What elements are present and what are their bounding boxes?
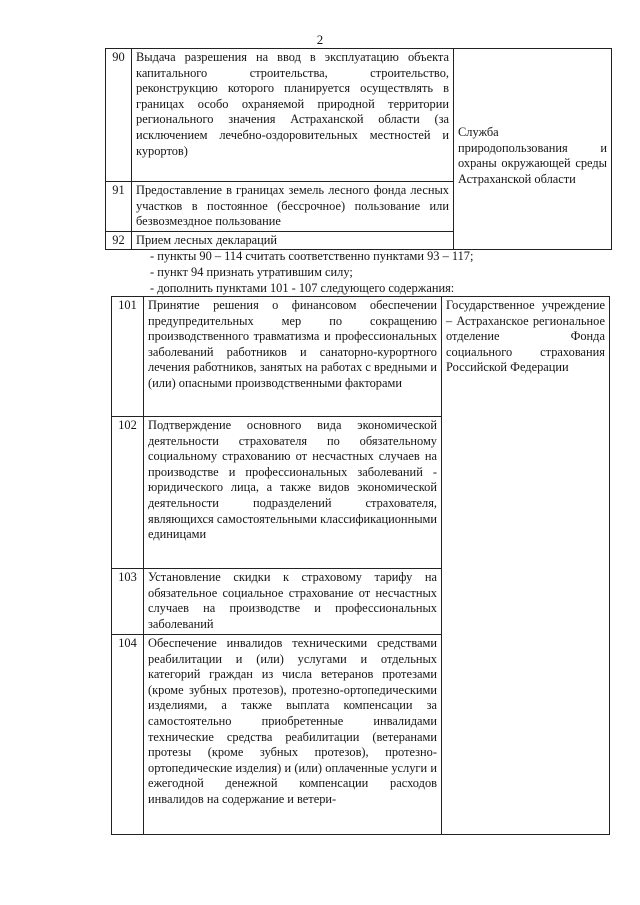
amendment-line: - пункт 94 признать утратившим силу; bbox=[150, 265, 353, 279]
page-number: 2 bbox=[316, 32, 324, 47]
row-number: 92 bbox=[106, 232, 132, 250]
table-row bbox=[106, 49, 612, 182]
service-text: Установление скидки к страховому тарифу на обязательное социальное страхование от несчастных случаев на производстве и профессиональных заболеваний bbox=[144, 569, 442, 635]
agency-cell bbox=[454, 49, 612, 250]
service-text: Обеспечение инвалидов техническими средствами реабилитации и (или) услугами и отдельных категорий граждан из числа ветеранов протезами (кроме зубных протезов), протезно-ортопедическими изделиями, а также выплата компенсации за самостоятельно приобретенные инвалидами технические средства реабилитации (ветеранами протезы (кроме зубных протезов), протезно-ортопедические изделия) и (или) оплаченные услуги и ежегодной денежной компенсации расходов инвалидов на содержание и ветери- bbox=[144, 635, 442, 835]
amendment-line: - пункты 90 – 114 считать соответственно пунктами 93 – 117; bbox=[150, 249, 474, 263]
agency-cell bbox=[442, 297, 610, 835]
service-text: Прием лесных деклараций bbox=[132, 232, 454, 250]
row-number: 103 bbox=[112, 569, 144, 635]
table-row bbox=[112, 297, 610, 417]
service-text: Предоставление в границах земель лесного фонда лесных участков в постоянное (бессрочное) пользование или безвозмездное пользование bbox=[132, 182, 454, 232]
agency-text: Служба природопользования и охраны окружающей среды Астраханской области bbox=[458, 125, 607, 186]
row-number: 102 bbox=[112, 417, 144, 569]
service-text: Выдача разрешения на ввод в эксплуатацию объекта капитального строительства, строительство, реконструкцию которого планируется осуществлять в границах особо охраняемой природной территории регионального значения Астраханской области (за исключением лечебно-оздоровительных местностей и курортов) bbox=[132, 49, 454, 182]
row-number: 91 bbox=[106, 182, 132, 232]
amendment-line: - дополнить пунктами 101 - 107 следующего содержания: bbox=[150, 281, 455, 295]
service-text: Принятие решения о финансовом обеспечении предупредительных мер по сокращению производственного травматизма и профессиональных заболеваний работников и санаторно-курортного лечения работников, занятых на работах с вредными и (или) опасными производственными факторами bbox=[144, 297, 442, 417]
agency-text: Государственное учреждение – Астраханское региональное отделение Фонда социального страхования Российской Федерации bbox=[446, 298, 605, 375]
services-table-2 bbox=[111, 296, 610, 835]
row-number: 104 bbox=[112, 635, 144, 835]
row-number: 101 bbox=[112, 297, 144, 417]
service-text: Подтверждение основного вида экономической деятельности страхователя по обязательному социальному страхованию от несчастных случаев на производстве и профессиональных заболеваний - юридического лица, а также видов экономической деятельности подразделений страхователя, являющихся самостоятельными классификационными единицами bbox=[144, 417, 442, 569]
row-number: 90 bbox=[106, 49, 132, 182]
services-table-1 bbox=[105, 48, 612, 250]
